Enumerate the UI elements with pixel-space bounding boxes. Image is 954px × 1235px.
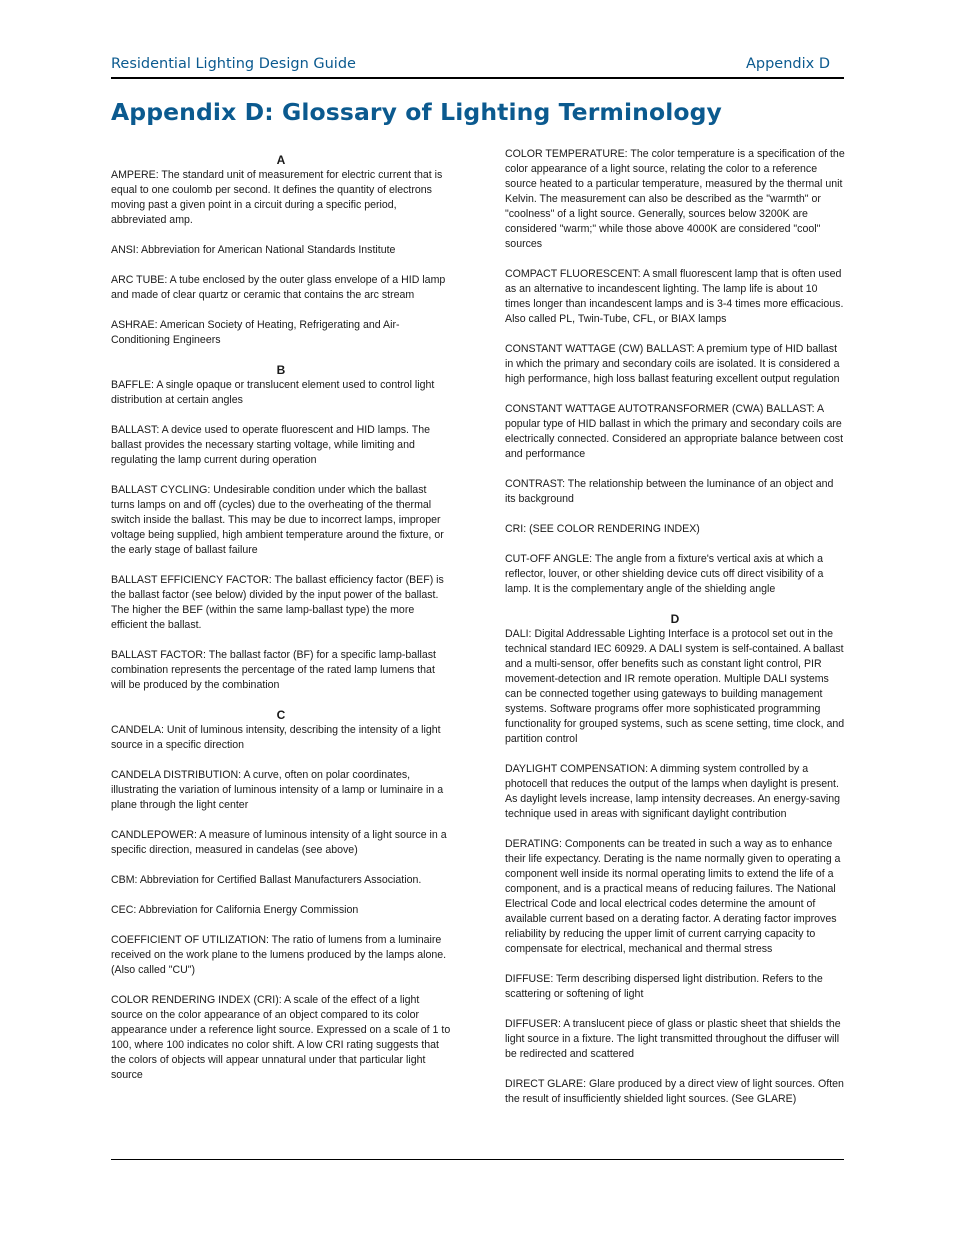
glossary-section bbox=[111, 363, 451, 693]
glossary-entry: COMPACT FLUORESCENT: A small fluorescent lamp that is often used as an alternative to incandescent lighting. The lamp life is about 10 times longer than incandescent lamps and is 3-4 times more efficacious. Also called PL, Twin-Tube, CFL, or BIAX lamps bbox=[505, 268, 844, 325]
glossary-entry: CUT-OFF ANGLE: The angle from a fixture's vertical axis at which a reflector, louver, or other shielding device cuts off direct visibility of a lamp. It is the complementary angle of the shielding angle bbox=[505, 553, 824, 595]
glossary-entry: COLOR RENDERING INDEX (CRI): A scale of the effect of a light source on the color appearance of an object compared to its color appearance under a reference light source. Expressed on a scale of 1 to 100, where 100 indicates no color shift. A low CRI rating suggests that the colors of objects will appear unnatural under that particular light source bbox=[111, 994, 451, 1081]
glossary-entry: BALLAST: A device used to operate fluorescent and HID lamps. The ballast provides the necessary starting voltage, while limiting and regulating the lamp current during operation bbox=[111, 424, 430, 466]
glossary-entry: COLOR TEMPERATURE: The color temperature is a specification of the color appearance of a light source, relating the color to a reference source heated to a particular temperature, measured by the thermal unit Kelvin. The measurement can also be described as the "warmth" or "coolness" of a light source. Generally, sources below 3200K are considered "warm;" while those above 4000K are considered "cool" sources bbox=[505, 148, 845, 250]
section-letter: C bbox=[276, 708, 286, 722]
section-letter: D bbox=[670, 612, 680, 626]
glossary-entry: ASHRAE: American Society of Heating, Refrigerating and Air-Conditioning Engineers bbox=[111, 319, 400, 346]
glossary-entry: CONSTANT WATTAGE (CW) BALLAST: A premium type of HID ballast in which the primary and secondary coils are isolated. It is considered a high performance, high loss ballast featuring excellent output regulation bbox=[505, 343, 840, 385]
glossary-entry: COEFFICIENT OF UTILIZATION: The ratio of lumens from a luminaire received on the work plane to the lumens produced by the lamps alone. (Also called "CU") bbox=[111, 934, 447, 976]
glossary-right-column bbox=[505, 147, 845, 1122]
glossary-entry: CANDLEPOWER: A measure of luminous intensity of a light source in a specific direction, measured in candelas (see above) bbox=[111, 829, 447, 856]
glossary-entry: BALLAST CYCLING: Undesirable condition under which the ballast turns lamps on and off (cycles) due to the overheating of the thermal switch inside the ballast. This may be due to incorrect lamps, improper voltage being supplied, high ambient temperature around the fixture, or the early stage of ballast failure bbox=[111, 484, 444, 556]
glossary-entry: BALLAST FACTOR: The ballast factor (BF) for a specific lamp-ballast combination represents the percentage of the rated lamp lumens that will be produced by the combination bbox=[111, 649, 436, 691]
section-letter: A bbox=[276, 153, 286, 167]
glossary-entry: CANDELA DISTRIBUTION: A curve, often on polar coordinates, illustrating the variation of luminous intensity of a lamp or luminaire in a plane through the light center bbox=[111, 769, 444, 811]
glossary-entry: ANSI: Abbreviation for American National Standards Institute bbox=[111, 244, 396, 256]
guide-title: Residential Lighting Design Guide bbox=[111, 56, 356, 72]
glossary-entry: CONTRAST: The relationship between the luminance of an object and its background bbox=[505, 478, 834, 505]
glossary-section bbox=[505, 612, 845, 1107]
glossary-section bbox=[111, 708, 451, 1083]
glossary-entry: DAYLIGHT COMPENSATION: A dimming system controlled by a photocell that reduces the output of the lamps when daylight is present. As daylight levels increase, lamp intensity decreases. An energy-saving technique used in areas with significant daylight contribution bbox=[505, 763, 841, 820]
page-title: Appendix D: Glossary of Lighting Terminology bbox=[111, 98, 722, 126]
appendix-label: Appendix D bbox=[745, 56, 830, 72]
glossary-left-column bbox=[111, 153, 451, 1098]
glossary-entry: DIFFUSER: A translucent piece of glass or plastic sheet that shields the light source in a fixture. The light transmitted throughout the diffuser will be redirected and scattered bbox=[505, 1018, 841, 1060]
page-header bbox=[111, 55, 844, 79]
glossary-entry: ARC TUBE: A tube enclosed by the outer glass envelope of a HID lamp and made of clear quartz or ceramic that contains the arc stream bbox=[111, 274, 446, 301]
glossary-entry: CANDELA: Unit of luminous intensity, describing the intensity of a light source in a specific direction bbox=[111, 724, 441, 751]
glossary-entry: DIRECT GLARE: Glare produced by a direct view of light sources. Often the result of insufficiently shielded light sources. (See GLARE) bbox=[505, 1078, 844, 1105]
glossary-section bbox=[111, 153, 451, 348]
footer-rule bbox=[111, 1159, 844, 1160]
glossary-entry: DALI: Digital Addressable Lighting Interface is a protocol set out in the technical standard IEC 60929. A DALI system is self-contained. A ballast and a multi-sensor, offer benefits such as constant light control, PIR movement-detection and IR remote operation. Multiple DALI systems can be connected together using gateways to building management systems. Software programs offer more sophisticated programming functionality for grouped systems, such as scene setting, time clock, and partition control bbox=[505, 628, 845, 745]
glossary-entry: BAFFLE: A single opaque or translucent element used to control light distribution at certain angles bbox=[111, 379, 435, 406]
glossary-entry: CRI: (SEE COLOR RENDERING INDEX) bbox=[505, 523, 700, 535]
glossary-section bbox=[505, 147, 845, 597]
glossary-entry: DIFFUSE: Term describing dispersed light distribution. Refers to the scattering or softening of light bbox=[505, 973, 823, 1000]
glossary-entry: AMPERE: The standard unit of measurement for electric current that is equal to one coulomb per second. It defines the quantity of electrons moving past a given point in a circuit during a specific period, abbreviated amp. bbox=[111, 169, 443, 226]
glossary-entry: BALLAST EFFICIENCY FACTOR: The ballast efficiency factor (BEF) is the ballast factor (see below) divided by the input power of the ballast. The higher the BEF (within the same lamp-ballast type) the more efficient the ballast. bbox=[111, 574, 444, 631]
glossary-entry: CBM: Abbreviation for Certified Ballast Manufacturers Association. bbox=[111, 874, 422, 886]
glossary-entry: CEC: Abbreviation for California Energy Commission bbox=[111, 904, 359, 916]
glossary-entry: DERATING: Components can be treated in such a way as to enhance their life expectancy. Derating is the name normally given to operating a component well inside its normal operating limits to extend the life of a component, and is a practical means of reducing failures. The National Electrical Code and local electrical codes determine the amount of available current based on a derating factor. A derating factor improves reliability by reducing the upper limit of current carrying capacity to compensate for electrical, mechanical and thermal stress bbox=[505, 838, 841, 955]
glossary-entry: CONSTANT WATTAGE AUTOTRANSFORMER (CWA) BALLAST: A popular type of HID ballast in which the primary and secondary coils are electrically connected. Considered an appropriate balance between cost and performance bbox=[505, 403, 844, 460]
section-letter: B bbox=[276, 363, 286, 377]
